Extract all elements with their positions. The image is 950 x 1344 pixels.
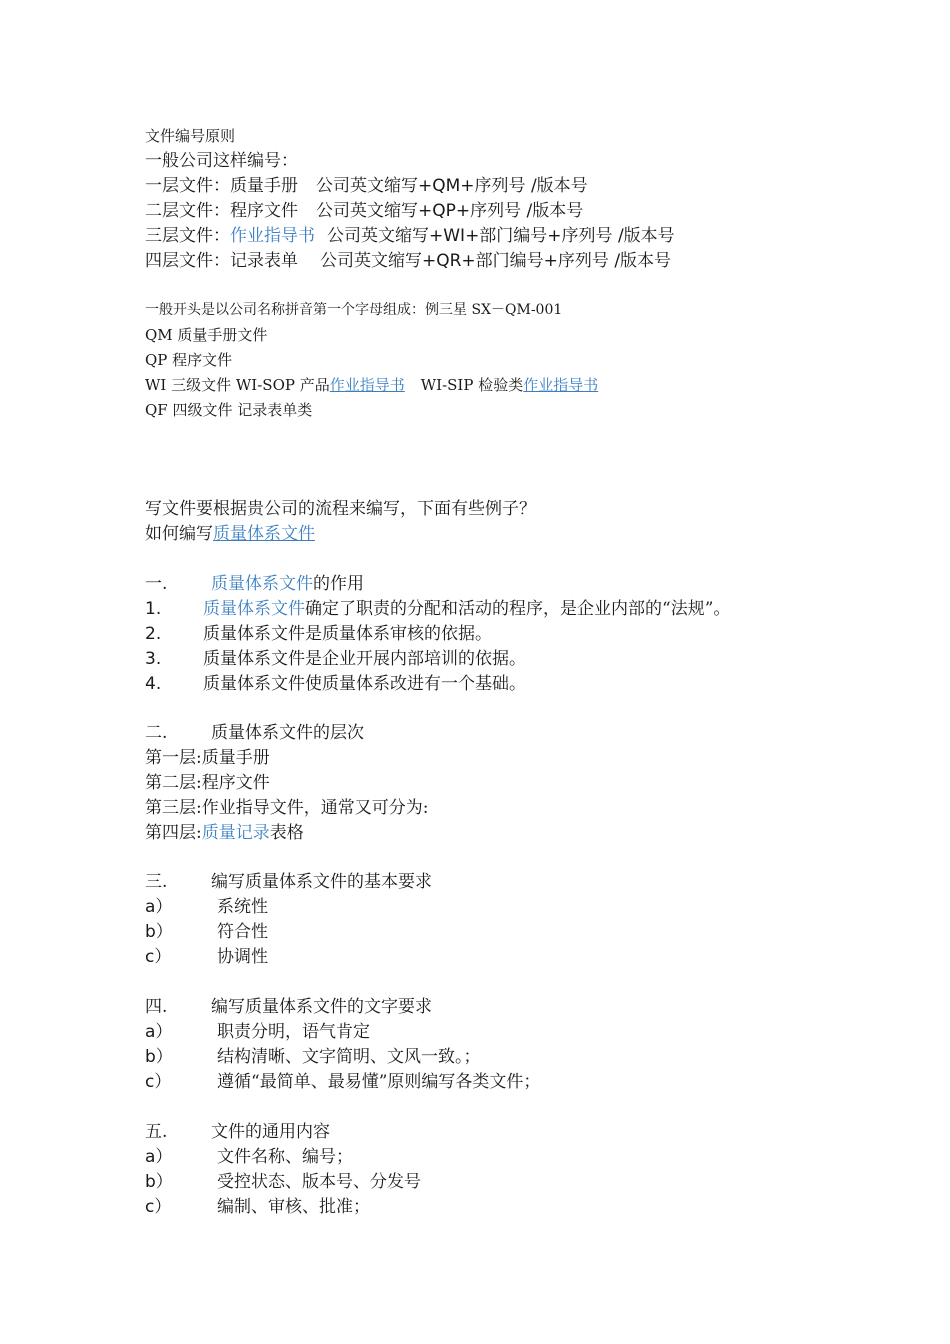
section-title: 编写质量体系文件的基本要求 <box>211 872 432 892</box>
item-number: 1. <box>145 599 162 619</box>
item-text: 协调性 <box>217 947 268 967</box>
section-number: 一. <box>145 574 168 594</box>
level-label: 二层文件： <box>145 201 230 221</box>
list-item <box>145 945 890 970</box>
item-text: 系统性 <box>217 897 268 917</box>
item-text: 遵循“最简单、最易懂”原则编写各类文件； <box>217 1072 541 1092</box>
item-letter: b） <box>145 1047 173 1067</box>
level-row-3 <box>145 224 890 249</box>
item-text: 符合性 <box>217 922 268 942</box>
section-4 <box>145 995 890 1095</box>
doc-title: 文件编号原则 <box>145 127 236 145</box>
numbering-principle <box>145 124 890 274</box>
list-item <box>145 597 890 622</box>
layer-text: 作业指导文件，通常又可分为: <box>201 798 429 818</box>
item-letter: b） <box>145 922 173 942</box>
item-link[interactable]: 质量体系文件 <box>203 599 305 619</box>
section-1 <box>145 572 890 697</box>
wi-sop-link[interactable]: 作业指导书 <box>329 376 405 394</box>
quality-system-doc-link[interactable]: 质量体系文件 <box>213 524 315 544</box>
guide-line-1: 写文件要根据贵公司的流程来编写，下面有些例子？ <box>145 499 536 519</box>
note-qp: QP 程序文件 <box>145 351 233 369</box>
quality-record-link[interactable]: 质量记录 <box>201 823 270 843</box>
item-letter: c） <box>145 1197 172 1217</box>
list-item <box>145 1070 890 1095</box>
item-text: 质量体系文件是质量体系审核的依据。 <box>203 624 492 644</box>
section-heading <box>145 721 890 746</box>
level-row-2 <box>145 199 890 224</box>
layer-text: 表格 <box>269 823 304 843</box>
prefix-notes <box>145 298 890 423</box>
wi-sip-link[interactable]: 作业指导书 <box>523 376 599 394</box>
layer-label: 第四层: <box>145 823 202 843</box>
level-name: 记录表单 <box>230 251 298 271</box>
item-letter: c） <box>145 1072 172 1092</box>
level-name: 程序文件 <box>230 201 298 221</box>
layer-item <box>145 796 890 821</box>
item-letter: b） <box>145 1172 173 1192</box>
section-3 <box>145 870 890 970</box>
list-item <box>145 1170 890 1195</box>
section-2 <box>145 721 890 846</box>
section-number: 四. <box>145 997 168 1017</box>
level-row-1 <box>145 174 890 199</box>
item-text: 编制、审核、批准； <box>217 1197 370 1217</box>
level-code: 公司英文缩写+QR+部门编号+序列号 /版本号 <box>320 251 672 271</box>
item-text: 质量体系文件使质量体系改进有一个基础。 <box>203 674 526 694</box>
item-number: 4. <box>145 674 162 694</box>
section-heading <box>145 572 890 597</box>
item-letter: a） <box>145 1022 173 1042</box>
section-number: 五. <box>145 1122 168 1142</box>
level-code: 公司英文缩写+QP+序列号 /版本号 <box>316 201 584 221</box>
item-number: 3. <box>145 649 162 669</box>
level-code: 公司英文缩写+QM+序列号 /版本号 <box>316 176 588 196</box>
level-code: 公司英文缩写+WI+部门编号+序列号 /版本号 <box>327 226 675 246</box>
item-number: 2. <box>145 624 162 644</box>
section-heading <box>145 1120 890 1145</box>
level-label: 三层文件： <box>145 226 230 246</box>
prefix-note: 一般开头是以公司名称拼音第一个字母组成：例三星 SX－QM-001 <box>145 302 563 318</box>
level-name-link[interactable]: 作业指导书 <box>230 226 315 246</box>
intro-line: 一般公司这样编号： <box>145 151 298 171</box>
list-item <box>145 672 890 697</box>
note-wi-text: WI 三级文件 WI-SOP 产品 <box>145 376 330 394</box>
section-title: 文件的通用内容 <box>211 1122 330 1142</box>
layer-label: 第三层: <box>145 798 202 818</box>
section-title-link[interactable]: 质量体系文件 <box>211 574 313 594</box>
layer-text: 质量手册 <box>201 748 270 768</box>
layer-label: 第一层: <box>145 748 202 768</box>
level-row-4 <box>145 249 890 274</box>
item-letter: a） <box>145 1147 173 1167</box>
section-number: 三. <box>145 872 168 892</box>
guide-block <box>145 497 890 547</box>
item-letter: c） <box>145 947 172 967</box>
list-item <box>145 1145 890 1170</box>
layer-label: 第二层: <box>145 773 202 793</box>
list-item <box>145 622 890 647</box>
item-text: 质量体系文件是企业开展内部培训的依据。 <box>203 649 526 669</box>
section-5 <box>145 1120 890 1220</box>
item-text: 文件名称、编号； <box>217 1147 353 1167</box>
item-letter: a） <box>145 897 173 917</box>
layer-item <box>145 746 890 771</box>
list-item <box>145 1045 890 1070</box>
note-qm: QM 质量手册文件 <box>145 326 268 344</box>
guide-text: 如何编写 <box>145 524 213 544</box>
list-item <box>145 895 890 920</box>
item-text: 职责分明，语气肯定 <box>217 1022 370 1042</box>
layer-item <box>145 821 890 846</box>
section-heading <box>145 995 890 1020</box>
item-text: 结构清晰、文字简明、文风一致。； <box>217 1047 481 1067</box>
list-item <box>145 647 890 672</box>
item-text: 确定了职责的分配和活动的程序，是企业内部的“法规”。 <box>305 599 731 619</box>
layer-text: 程序文件 <box>201 773 270 793</box>
section-heading <box>145 870 890 895</box>
section-title: 的作用 <box>313 574 364 594</box>
note-qf: QF 四级文件 记录表单类 <box>145 401 313 419</box>
list-item <box>145 1020 890 1045</box>
item-text: 受控状态、版本号、分发号 <box>217 1172 421 1192</box>
level-label: 四层文件： <box>145 251 230 271</box>
list-item <box>145 1195 890 1220</box>
level-label: 一层文件： <box>145 176 230 196</box>
section-number: 二. <box>145 723 168 743</box>
note-wi <box>145 373 890 398</box>
layer-item <box>145 771 890 796</box>
guide-line-2 <box>145 522 890 547</box>
note-wi-sip-text: WI-SIP 检验类 <box>420 376 524 394</box>
section-title: 编写质量体系文件的文字要求 <box>211 997 432 1017</box>
level-name: 质量手册 <box>230 176 298 196</box>
list-item <box>145 920 890 945</box>
section-title: 质量体系文件的层次 <box>211 723 364 743</box>
